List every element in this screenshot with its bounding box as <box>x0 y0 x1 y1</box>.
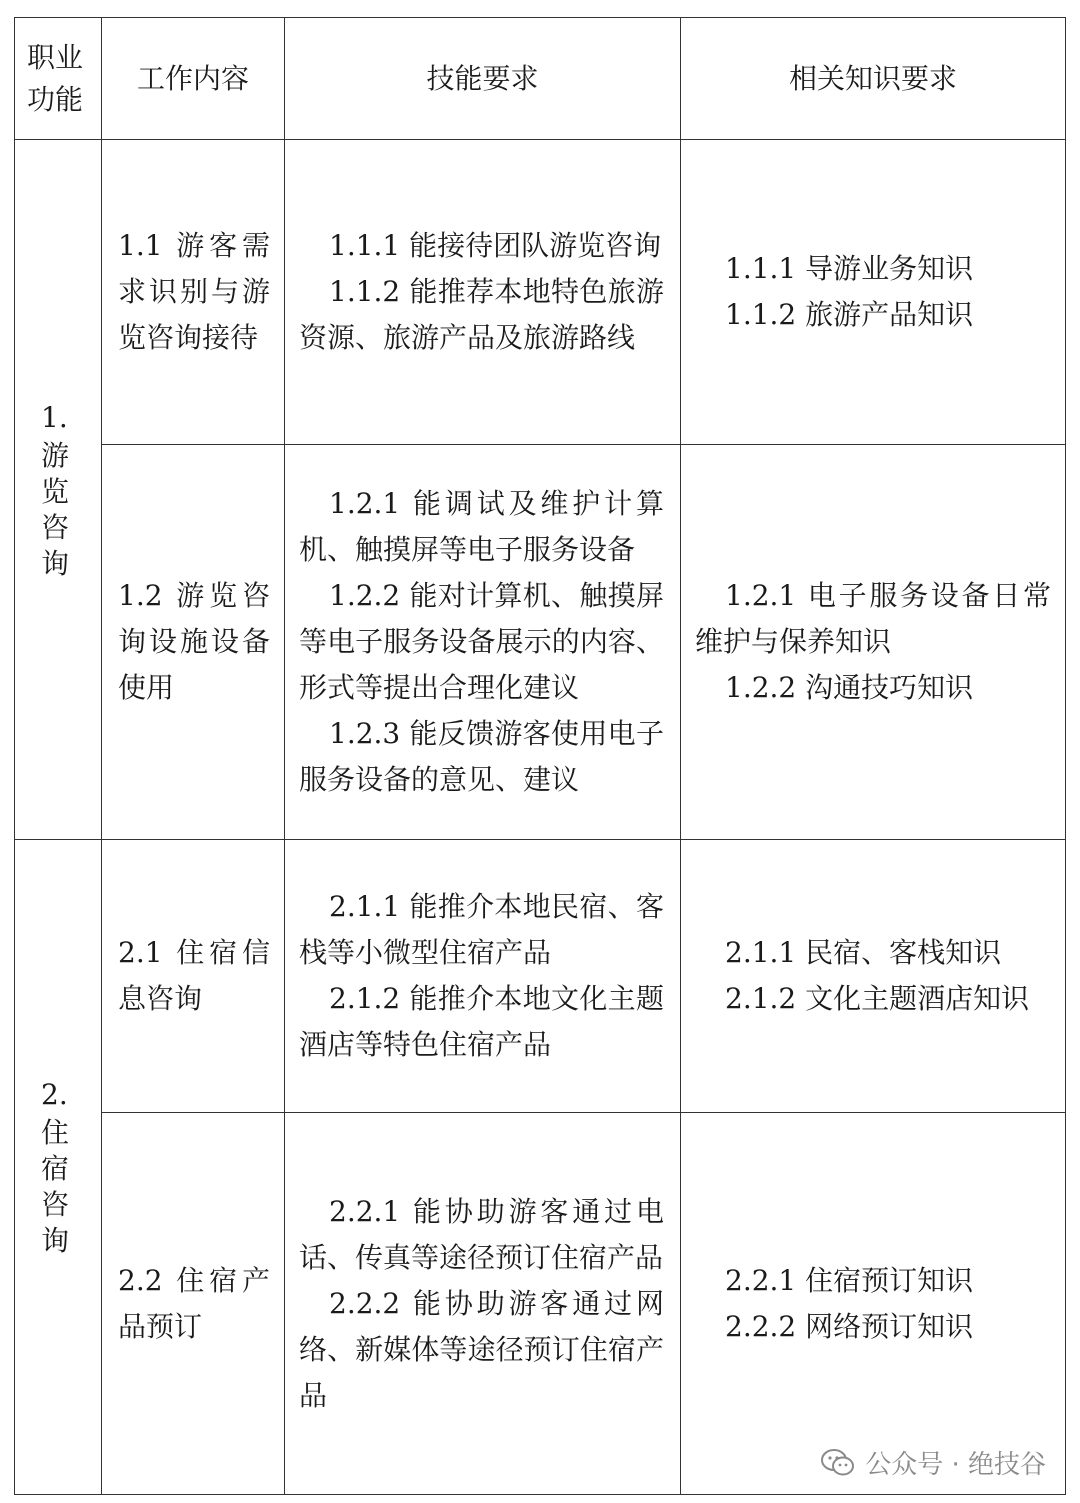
function-cell <box>15 840 102 1495</box>
knowledge-item: 1.1.1 导游业务知识 <box>725 252 974 285</box>
skill-item: 1.2.1 能调试及维护计算机、触摸屏等电子服务设备 <box>299 487 664 566</box>
table-row <box>15 445 1066 840</box>
work-content: 1.1 游客需求识别与游览咨询接待 <box>102 140 285 445</box>
knowledge-cell <box>681 1113 1066 1495</box>
work-content: 2.2 住宿产品预订 <box>102 1113 285 1495</box>
knowledge-item: 2.1.1 民宿、客栈知识 <box>725 936 1002 969</box>
skill-cell <box>285 840 681 1113</box>
header-work: 工作内容 <box>102 18 285 140</box>
skill-item: 1.1.1 能接待团队游览咨询 <box>329 229 662 262</box>
knowledge-cell <box>681 840 1066 1113</box>
skill-item: 2.2.1 能协助游客通过电话、传真等途径预订住宿产品 <box>299 1194 664 1274</box>
function-number: 1. <box>41 400 68 434</box>
skill-cell <box>285 445 681 840</box>
watermark-text: 公众号 · 绝技谷 <box>865 1450 1046 1480</box>
knowledge-item: 2.2.2 网络预订知识 <box>725 1309 974 1343</box>
header-row <box>15 18 1066 140</box>
skill-item: 1.2.2 能对计算机、触摸屏等电子服务设备展示的内容、形式等提出合理化建议 <box>299 579 664 704</box>
skill-item: 1.1.2 能推荐本地特色旅游资源、旅游产品及旅游路线 <box>299 275 664 354</box>
wechat-icon <box>821 1448 855 1478</box>
work-content: 2.1 住宿信息咨询 <box>102 840 285 1113</box>
function-number: 2. <box>41 1078 68 1111</box>
skill-item: 2.2.2 能协助游客通过网络、新媒体等途径预订住宿产品 <box>299 1286 664 1412</box>
skill-item: 2.1.2 能推介本地文化主题酒店等特色住宿产品 <box>299 982 664 1061</box>
header-skill: 技能要求 <box>285 18 681 140</box>
knowledge-item: 2.2.1 住宿预订知识 <box>725 1263 974 1297</box>
table-row <box>15 840 1066 1113</box>
knowledge-item: 1.2.2 沟通技巧知识 <box>725 671 974 704</box>
table-row <box>15 140 1066 445</box>
function-name: 住宿咨询 <box>41 1116 70 1257</box>
skill-cell <box>285 1113 681 1495</box>
knowledge-cell <box>681 445 1066 840</box>
function-cell <box>15 140 102 840</box>
skill-item: 2.1.1 能推介本地民宿、客栈等小微型住宿产品 <box>299 890 664 969</box>
header-function: 职业功能 <box>15 18 102 140</box>
knowledge-item: 2.1.2 文化主题酒店知识 <box>725 982 1030 1015</box>
knowledge-cell <box>681 140 1066 445</box>
knowledge-item: 1.1.2 旅游产品知识 <box>725 298 974 331</box>
work-content: 1.2 游览咨询设施设备使用 <box>102 445 285 840</box>
function-name: 游览咨询 <box>41 438 70 580</box>
skills-table <box>14 17 1066 1495</box>
skill-item: 1.2.3 能反馈游客使用电子服务设备的意见、建议 <box>299 717 664 796</box>
header-knowledge: 相关知识要求 <box>681 18 1066 140</box>
watermark <box>821 1444 1046 1481</box>
knowledge-item: 1.2.1 电子服务设备日常维护与保养知识 <box>695 579 1051 658</box>
table-row <box>15 1113 1066 1495</box>
skill-cell <box>285 140 681 445</box>
